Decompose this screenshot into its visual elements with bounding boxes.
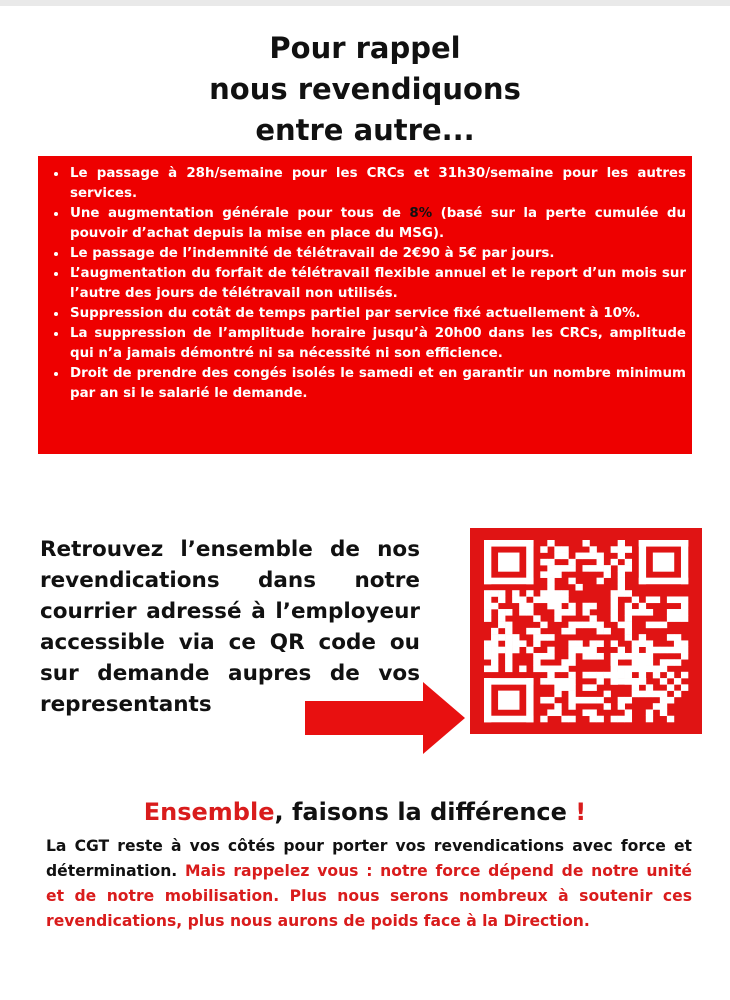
highlight-8-percent: 8% (409, 206, 433, 221)
demands-list (46, 164, 686, 404)
info-line: representants (40, 692, 212, 717)
headline-line-3: entre autre... (255, 113, 475, 147)
demand-text: Le passage à 28h/semaine pour les CRCs et 31h30/semaine pour les autres services. (70, 166, 686, 201)
slogan (0, 796, 730, 828)
demand-item-4 (68, 264, 686, 304)
headline-line-1: Pour rappel (269, 31, 461, 65)
conclusion-dark-text: La CGT reste à vos côtés pour porter vos revendications avec force et détermination. (46, 837, 692, 880)
slogan-ensemble: Ensemble (143, 798, 275, 826)
conclusion-paragraph (46, 834, 692, 934)
slogan-text: , faisons la différence (274, 798, 576, 826)
top-edge-strip (0, 0, 730, 6)
conclusion-red-text: Mais rappelez vous : notre force dépend de notre unité et de notre mobilisation. Plus nous serons nombreux à soutenir ces revendications, plus nous aurons de poids face à la Direction. (46, 862, 692, 930)
demand-text: Le passage de l’indemnité de télétravail de 2€90 à 5€ par jours. (70, 246, 555, 261)
demand-text: Suppression du cotât de temps partiel par service fixé actuellement à 10%. (70, 306, 641, 321)
demand-text: (basé sur la perte cumulée du pouvoir d’achat depuis la mise en place du MSG). (70, 206, 686, 241)
demand-text: La suppression de l’amplitude horaire jusqu’à 20h00 dans les CRCs, amplitude qui n’a jamais démontré ni sa nécessité ni son efficience. (70, 326, 686, 361)
info-line: revendications dans notre (40, 568, 420, 593)
demand-item-6 (68, 324, 686, 364)
demand-item-2 (68, 204, 686, 244)
demands-box (38, 156, 692, 454)
demand-text: Une augmentation générale pour tous de (70, 206, 410, 221)
info-line: Retrouvez l’ensemble de nos (40, 537, 420, 562)
info-line: sur demande aupres de vos (40, 661, 420, 686)
info-line: accessible via ce QR code ou (40, 630, 420, 655)
qr-code-icon[interactable] (470, 528, 702, 734)
arrow-right-icon (305, 682, 465, 754)
slogan-exclamation: ! (575, 798, 587, 826)
demand-item-3 (68, 244, 686, 264)
demand-text: Droit de prendre des congés isolés le samedi et en garantir un nombre minimum par an si le salarié le demande. (70, 366, 686, 401)
info-line: courrier adressé à l’employeur (40, 599, 420, 624)
headline (0, 28, 730, 151)
headline-line-2: nous revendiquons (209, 72, 521, 106)
demand-item-7 (68, 364, 686, 404)
demand-item-1 (68, 164, 686, 204)
demand-text: L’augmentation du forfait de télétravail flexible annuel et le report d’un mois sur l’autre des jours de télétravail non utilisés. (70, 266, 686, 301)
demand-item-5 (68, 304, 686, 324)
